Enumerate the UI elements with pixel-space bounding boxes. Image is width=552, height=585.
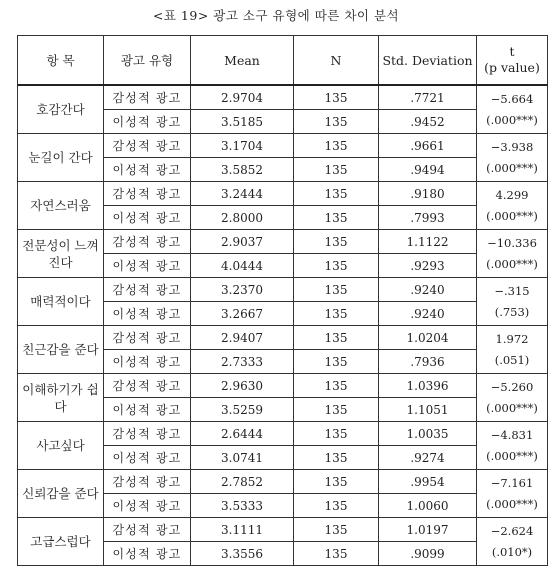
mean-cell: 4.0444 (191, 254, 294, 278)
ad-type-cell: 감성적 광고 (104, 422, 191, 446)
table-row (18, 278, 548, 302)
n-cell: 135 (294, 182, 379, 206)
mean-cell: 2.7333 (191, 350, 294, 374)
t-value: −3.938 (490, 139, 534, 154)
p-value: (.000***) (486, 160, 538, 175)
mean-cell: 2.9630 (191, 374, 294, 398)
t-statistic-cell (477, 470, 548, 518)
ad-type-cell: 감성적 광고 (104, 230, 191, 254)
header-t: t (509, 44, 515, 59)
sd-cell: .9180 (379, 182, 477, 206)
n-cell: 135 (294, 110, 379, 134)
table-row (18, 518, 548, 542)
mean-cell: 3.2370 (191, 278, 294, 302)
t-value: −.315 (494, 283, 530, 298)
item-label: 전문성이 느껴진다 (18, 230, 104, 278)
sd-cell: .7936 (379, 350, 477, 374)
sd-cell: 1.1122 (379, 230, 477, 254)
t-statistic-cell (477, 374, 548, 422)
header-ad-type: 광고 유형 (104, 36, 191, 86)
mean-cell: 2.8000 (191, 206, 294, 230)
sd-cell: .9452 (379, 110, 477, 134)
item-label: 자연스러움 (18, 182, 104, 230)
table-row (18, 182, 548, 206)
sd-cell: 1.0396 (379, 374, 477, 398)
sd-cell: 1.1051 (379, 398, 477, 422)
header-n: N (294, 36, 379, 86)
n-cell: 135 (294, 542, 379, 566)
ad-type-cell: 이성적 광고 (104, 542, 191, 566)
t-statistic-cell (477, 85, 548, 134)
mean-cell: 2.6444 (191, 422, 294, 446)
n-cell: 135 (294, 494, 379, 518)
t-value: −10.336 (487, 235, 537, 250)
item-label: 호감간다 (18, 85, 104, 134)
t-statistic-cell (477, 518, 548, 566)
p-value: (.010*) (491, 544, 533, 559)
sd-cell: .9494 (379, 158, 477, 182)
p-value: (.000***) (486, 208, 538, 223)
n-cell: 135 (294, 278, 379, 302)
t-statistic-cell (477, 230, 548, 278)
ad-type-cell: 이성적 광고 (104, 350, 191, 374)
item-label: 매력적이다 (18, 278, 104, 326)
mean-cell: 3.5852 (191, 158, 294, 182)
ad-type-cell: 감성적 광고 (104, 278, 191, 302)
header-row (18, 36, 548, 86)
header-item: 항 목 (18, 36, 104, 86)
ad-type-cell: 감성적 광고 (104, 182, 191, 206)
ad-type-cell: 이성적 광고 (104, 302, 191, 326)
t-value: 4.299 (495, 187, 529, 202)
ad-type-cell: 이성적 광고 (104, 206, 191, 230)
n-cell: 135 (294, 230, 379, 254)
ad-type-cell: 감성적 광고 (104, 85, 191, 110)
table-row (18, 422, 548, 446)
t-value: −5.260 (490, 379, 534, 394)
header-mean: Mean (191, 36, 294, 86)
n-cell: 135 (294, 398, 379, 422)
mean-cell: 2.9407 (191, 326, 294, 350)
t-value: −2.624 (490, 523, 534, 538)
mean-cell: 2.7852 (191, 470, 294, 494)
sd-cell: .9240 (379, 302, 477, 326)
p-value: (.753) (494, 304, 530, 319)
ad-type-cell: 이성적 광고 (104, 494, 191, 518)
p-value: (.000***) (486, 400, 538, 415)
header-sd: Std. Deviation (379, 36, 477, 86)
ad-appeal-comparison-table (17, 35, 548, 566)
n-cell: 135 (294, 518, 379, 542)
ad-type-cell: 이성적 광고 (104, 254, 191, 278)
mean-cell: 3.0741 (191, 446, 294, 470)
sd-cell: .9240 (379, 278, 477, 302)
ad-type-cell: 감성적 광고 (104, 470, 191, 494)
t-statistic-cell (477, 278, 548, 326)
table-row (18, 230, 548, 254)
mean-cell: 3.1111 (191, 518, 294, 542)
ad-type-cell: 감성적 광고 (104, 374, 191, 398)
sd-cell: .7993 (379, 206, 477, 230)
sd-cell: .9661 (379, 134, 477, 158)
item-label: 이해하기가 쉽다 (18, 374, 104, 422)
ad-type-cell: 이성적 광고 (104, 446, 191, 470)
ad-type-cell: 감성적 광고 (104, 518, 191, 542)
table-row (18, 374, 548, 398)
n-cell: 135 (294, 302, 379, 326)
ad-type-cell: 이성적 광고 (104, 110, 191, 134)
sd-cell: .9099 (379, 542, 477, 566)
header-t-p (477, 36, 548, 86)
table-row (18, 85, 548, 110)
item-label: 사고싶다 (18, 422, 104, 470)
mean-cell: 2.9037 (191, 230, 294, 254)
item-label: 친근감을 준다 (18, 326, 104, 374)
sd-cell: 1.0035 (379, 422, 477, 446)
mean-cell: 3.3556 (191, 542, 294, 566)
sd-cell: .9293 (379, 254, 477, 278)
n-cell: 135 (294, 422, 379, 446)
mean-cell: 3.5333 (191, 494, 294, 518)
t-statistic-cell (477, 326, 548, 374)
t-value: −4.831 (490, 427, 534, 442)
n-cell: 135 (294, 374, 379, 398)
table-row (18, 134, 548, 158)
t-value: −7.161 (490, 475, 534, 490)
p-value: (.000***) (486, 448, 538, 463)
t-value: 1.972 (495, 331, 529, 346)
mean-cell: 3.5185 (191, 110, 294, 134)
sd-cell: 1.0060 (379, 494, 477, 518)
t-statistic-cell (477, 182, 548, 230)
item-label: 고급스럽다 (18, 518, 104, 566)
mean-cell: 3.1704 (191, 134, 294, 158)
n-cell: 135 (294, 85, 379, 110)
n-cell: 135 (294, 470, 379, 494)
n-cell: 135 (294, 446, 379, 470)
sd-cell: .9954 (379, 470, 477, 494)
sd-cell: 1.0204 (379, 326, 477, 350)
p-value: (.000***) (486, 496, 538, 511)
item-label: 눈길이 간다 (18, 134, 104, 182)
sd-cell: 1.0197 (379, 518, 477, 542)
n-cell: 135 (294, 326, 379, 350)
n-cell: 135 (294, 254, 379, 278)
mean-cell: 3.2444 (191, 182, 294, 206)
ad-type-cell: 이성적 광고 (104, 398, 191, 422)
t-statistic-cell (477, 134, 548, 182)
ad-type-cell: 이성적 광고 (104, 158, 191, 182)
n-cell: 135 (294, 158, 379, 182)
mean-cell: 3.2667 (191, 302, 294, 326)
item-label: 신뢰감을 준다 (18, 470, 104, 518)
mean-cell: 3.5259 (191, 398, 294, 422)
n-cell: 135 (294, 206, 379, 230)
ad-type-cell: 감성적 광고 (104, 326, 191, 350)
t-value: −5.664 (490, 91, 534, 106)
p-value: (.000***) (486, 256, 538, 271)
table-row (18, 326, 548, 350)
mean-cell: 2.9704 (191, 85, 294, 110)
p-value: (.051) (494, 352, 530, 367)
sd-cell: .7721 (379, 85, 477, 110)
p-value: (.000***) (486, 112, 538, 127)
t-statistic-cell (477, 422, 548, 470)
ad-type-cell: 감성적 광고 (104, 134, 191, 158)
n-cell: 135 (294, 134, 379, 158)
table-caption: <표 19> 광고 소구 유형에 따른 차이 분석 (152, 8, 400, 23)
table-row (18, 470, 548, 494)
sd-cell: .9274 (379, 446, 477, 470)
n-cell: 135 (294, 350, 379, 374)
header-p-value: (p value) (484, 60, 540, 75)
